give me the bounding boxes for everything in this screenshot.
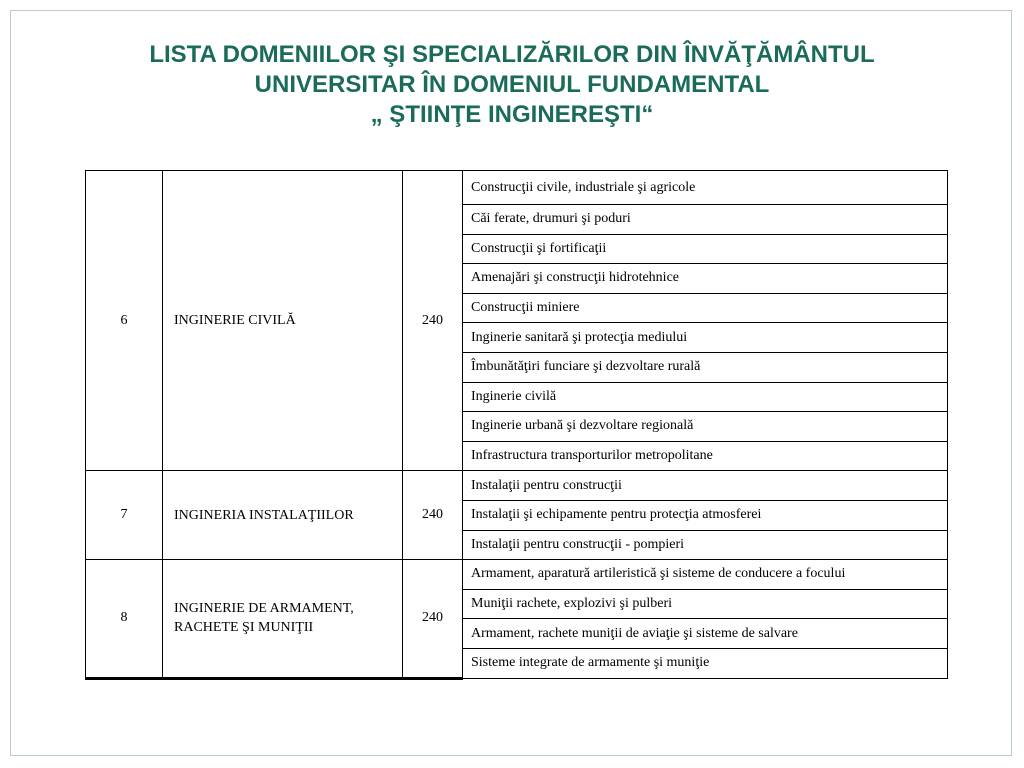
specialization-cell: Sisteme integrate de armamente şi muniţie xyxy=(463,648,948,678)
domain-number: 7 xyxy=(86,471,163,560)
specialization-cell: Inginerie civilă xyxy=(463,382,948,412)
table-row xyxy=(86,171,948,205)
specialization-cell: Amenajări şi construcţii hidrotehnice xyxy=(463,264,948,294)
title-line-2: UNIVERSITAR ÎN DOMENIUL FUNDAMENTAL xyxy=(254,71,770,98)
domain-credits: 240 xyxy=(403,471,463,560)
specializations-table xyxy=(85,170,948,680)
domain-number: 8 xyxy=(86,560,163,678)
title-line-3: „ ŞTIINŢE INGINEREŞTI“ xyxy=(370,101,654,128)
specialization-cell: Instalaţii şi echipamente pentru protecţia atmosferei xyxy=(463,500,948,530)
domain-name: INGINERIE CIVILĂ xyxy=(163,171,403,471)
table-row xyxy=(86,560,948,590)
domain-name: INGINERIE DE ARMAMENT, RACHETE ŞI MUNIŢII xyxy=(163,560,403,678)
domain-credits: 240 xyxy=(403,171,463,471)
specialization-cell: Căi ferate, drumuri şi poduri xyxy=(463,205,948,235)
specialization-cell: Armament, aparatură artileristică şi sisteme de conducere a focului xyxy=(463,560,948,590)
specialization-cell: Armament, rachete muniţii de aviaţie şi sisteme de salvare xyxy=(463,619,948,649)
domain-credits: 240 xyxy=(403,560,463,678)
table-row xyxy=(86,471,948,501)
specialization-cell: Instalaţii pentru construcţii - pompieri xyxy=(463,530,948,560)
slide-title xyxy=(0,40,1024,130)
title-line-1: LISTA DOMENIILOR ŞI SPECIALIZĂRILOR DIN ÎNVĂŢĂMÂNTUL xyxy=(149,41,875,68)
domain-name: INGINERIA INSTALAŢIILOR xyxy=(163,471,403,560)
specialization-cell: Instalaţii pentru construcţii xyxy=(463,471,948,501)
specialization-cell: Infrastructura transporturilor metropolitane xyxy=(463,441,948,471)
domain-number: 6 xyxy=(86,171,163,471)
specialization-cell: Muniţii rachete, explozivi şi pulberi xyxy=(463,589,948,619)
specialization-cell: Construcţii civile, industriale şi agricole xyxy=(463,171,948,205)
specialization-cell: Îmbunătăţiri funciare şi dezvoltare rurală xyxy=(463,352,948,382)
specialization-cell: Inginerie urbană şi dezvoltare regională xyxy=(463,412,948,442)
specialization-cell: Inginerie sanitară şi protecţia mediului xyxy=(463,323,948,353)
specialization-cell: Construcţii şi fortificaţii xyxy=(463,234,948,264)
specialization-cell: Construcţii miniere xyxy=(463,293,948,323)
